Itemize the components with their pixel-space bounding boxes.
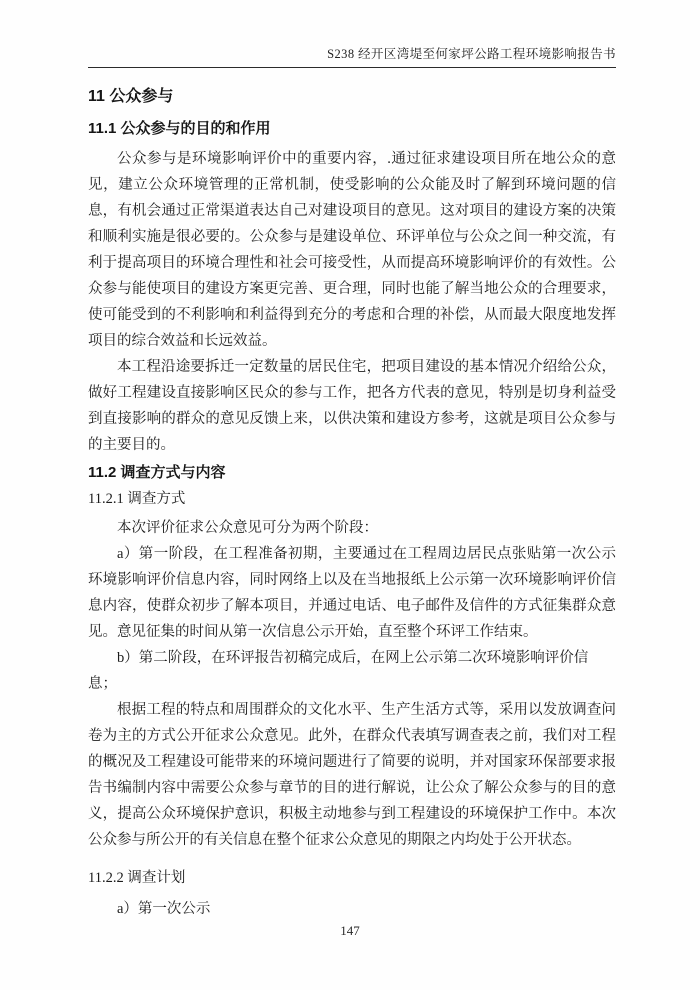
paragraph-stage-b: b）第二阶段，在环评报告初稿完成后，在网上公示第二次环境影响评价信息； xyxy=(88,650,589,692)
section-heading-11-1: 11.1 公众参与的目的和作用 xyxy=(88,120,271,137)
paragraph-stages-intro: 本次评价征求公众意见可分为两个阶段： xyxy=(117,520,378,536)
paragraph-first-publicity: a）第一次公示 xyxy=(117,901,211,917)
page-number: 147 xyxy=(340,923,360,938)
chapter-heading: 11 公众参与 xyxy=(88,88,174,105)
section-heading-11-2-2: 11.2.2 调查计划 xyxy=(88,870,186,886)
page-content xyxy=(88,46,616,922)
paragraph-purpose-2: 本工程沿途要拆迁一定数量的居民住宅，把项目建设的基本情况介绍给公众，做好工程建设直接影响区民众的参与工作，把各方代表的意见，特别是切身利益受到直接影响的群众的意见反馈上来，以供决策和建设方参考，这就是项目公众参与的主要目的。 xyxy=(88,359,616,453)
paragraph-stage-a: a）第一阶段，在工程准备初期，主要通过在工程周边居民点张贴第一次公示环境影响评价信息内容，同时网络上以及在当地报纸上公示第一次环境影响评价信息内容，使群众初步了解本项目，并通过电话、电子邮件及信件的方式征集群众意见。意见征集的时间从第一次信息公示开始，直至整个环评工作结束。 xyxy=(88,546,616,640)
paragraph-purpose-1: 公众参与是环境影响评价中的重要内容，.通过征求建设项目所在地公众的意见，建立公众环境管理的正常机制，使受影响的公众能及时了解到环境问题的信息，有机会通过正常渠道表达自己对建设项目的意见。这对项目的建设方案的决策和顺利实施是很必要的。公众参与是建设单位、环评单位与公众之间一种交流，有利于提高项目的环境合理性和社会可接受性，从而提高环境影响评价的有效性。公众参与能使项目的建设方案更完善、更合理，同时也能了解当地公众的合理要求，使可能受到的不利影响和利益得到充分的考虑和合理的补偿，从而最大限度地发挥项目的综合效益和长远效益。 xyxy=(88,151,616,349)
section-heading-11-2-1: 11.2.1 调查方式 xyxy=(88,491,186,507)
running-header-title: S238 经开区湾堤至何家坪公路工程环境影响报告书 xyxy=(88,46,616,68)
paragraph-survey-method: 根据工程的特点和周围群众的文化水平、生产生活方式等，采用以发放调查问卷为主的方式公开征求公众意见。此外，在群众代表填写调查表之前，我们对工程的概况及工程建设可能带来的环境问题进行了简要的说明，并对国家环保部要求报告书编制内容中需要公众参与章节的目的进行解说，让公众了解公众参与的目的意义，提高公众环境保护意识，积极主动地参与到工程建设的环境保护工作中。本次公众参与所公开的有关信息在整个征求公众意见的期限之内均处于公开状态。 xyxy=(88,702,616,848)
section-heading-11-2: 11.2 调查方式与内容 xyxy=(88,464,226,481)
